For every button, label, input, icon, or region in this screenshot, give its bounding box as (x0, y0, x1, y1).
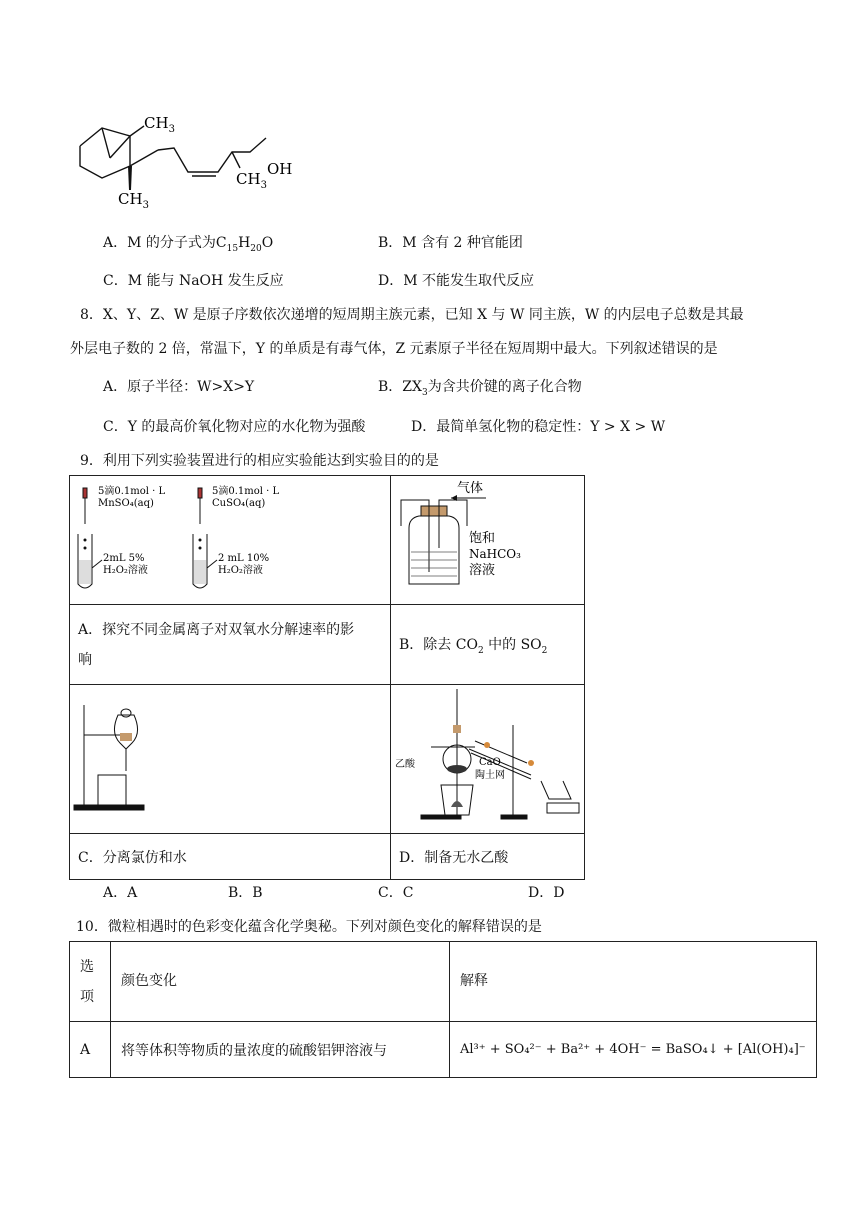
dropper1-label-b: MnSO₄(aq) (98, 498, 154, 509)
q9-figure-b-cell (391, 476, 585, 605)
dropper1-label-a: 5滴0.1mol · L (98, 486, 166, 497)
oh-label: OH (267, 160, 293, 178)
q8-option-b: B．$ZX_3$为含共价键的离子化合物 (378, 379, 582, 398)
q7-option-d: D．M 不能发生取代反应 (378, 273, 535, 289)
dropper2-label-b: CuSO₄(aq) (212, 498, 266, 509)
q7-option-c: C．M 能与 NaOH 发生反应 (103, 273, 284, 289)
tube2-label-a: 2 mL 10% (218, 553, 270, 564)
q10-table (69, 941, 817, 1078)
q8-stem-line2: 外层电子数的 2 倍，常温下，Y 的单质是有毒气体，Z 元素原子半径在短周期中最大。下列叙述错误的是 (70, 341, 718, 357)
q9-option-b-cell: B．除去 $CO_2$ 中的 $SO_2$ (391, 605, 585, 685)
q8-option-a: A．原子半径：W>X>Y (103, 379, 255, 395)
distillation-figure (391, 685, 584, 829)
q9-option-a-line2: 响 (78, 651, 92, 668)
q9-table (69, 475, 585, 880)
gas-washing-bottle-figure (391, 476, 584, 600)
gas-label: 气体 (457, 481, 484, 496)
solution-label-2: NaHCO₃ (469, 547, 521, 561)
q9-choice-c: C．C (378, 885, 414, 901)
tube2-label-b: H₂O₂溶液 (218, 565, 263, 576)
q10-stem: 10．微粒相遇时的色彩变化蕴含化学奥秘。下列对颜色变化的解释错误的是 (76, 919, 542, 935)
test-tube-figure (70, 476, 390, 600)
q10-header-option: 选 项 (70, 942, 111, 1022)
q7-option-b: B．M 含有 2 种官能团 (378, 235, 523, 251)
q9-option-c-cell: C．分离氯仿和水 (70, 834, 391, 880)
q9-option-d-cell: D．制备无水乙酸 (391, 834, 585, 880)
q9-figure-c-cell (70, 685, 391, 834)
cao-label: CaO (479, 757, 501, 768)
q10-header-explanation: 解释 (450, 942, 817, 1022)
net-label: 陶土网 (475, 770, 505, 781)
q10-row-a-change: 将等体积等物质的量浓度的硫酸铝钾溶液与 (111, 1022, 450, 1078)
q9-choice-a: A．A (103, 885, 138, 901)
solution-label-1: 饱和 (469, 531, 496, 546)
ch3-oh-label: $CH_3$ (236, 170, 267, 191)
solution-label-3: 溶液 (469, 563, 496, 578)
tube1-label-b: H₂O₂溶液 (103, 565, 148, 576)
q9-choice-b: B．B (228, 885, 263, 901)
q8-stem-line1: 8．X、Y、Z、W 是原子序数依次递增的短周期主族元素，已知 X 与 W 同主族，W 的内层电子总数是其最 (80, 307, 744, 323)
q10-row-a-equation: Al³⁺ + SO₄²⁻ + Ba²⁺ + 4OH⁻ = BaSO₄↓ + [Al(OH)₄]⁻ (450, 1022, 817, 1078)
q9-option-a-line1: A．探究不同金属离子对双氧水分解速率的影 (78, 621, 355, 638)
molecule-structure (70, 108, 310, 212)
q9-option-a-cell (70, 605, 391, 685)
q9-figure-a-cell (70, 476, 391, 605)
q9-choice-d: D．D (528, 885, 565, 901)
q8-option-d: D．最简单氢化物的稳定性：Y > X > W (411, 419, 666, 435)
ch3-top-label: $CH_3$ (144, 114, 175, 135)
q10-row-a-option: A (70, 1022, 111, 1078)
dropper2-label-a: 5滴0.1mol · L (212, 486, 280, 497)
q9-figure-d-cell (391, 685, 585, 834)
q10-header-change: 颜色变化 (111, 942, 450, 1022)
q9-stem: 9．利用下列实验装置进行的相应实验能达到实验目的的是 (80, 453, 439, 469)
acid-label: 乙酸 (395, 759, 415, 770)
tube1-label-a: 2mL 5% (103, 553, 145, 564)
ch3-bottom-label: $CH_3$ (118, 190, 149, 211)
q7-option-a: A．M 的分子式为$C_{15}H_{20}O$ (103, 235, 274, 254)
separatory-funnel-figure (70, 685, 390, 829)
q8-option-c: C．Y 的最高价氧化物对应的水化物为强酸 (103, 419, 366, 435)
